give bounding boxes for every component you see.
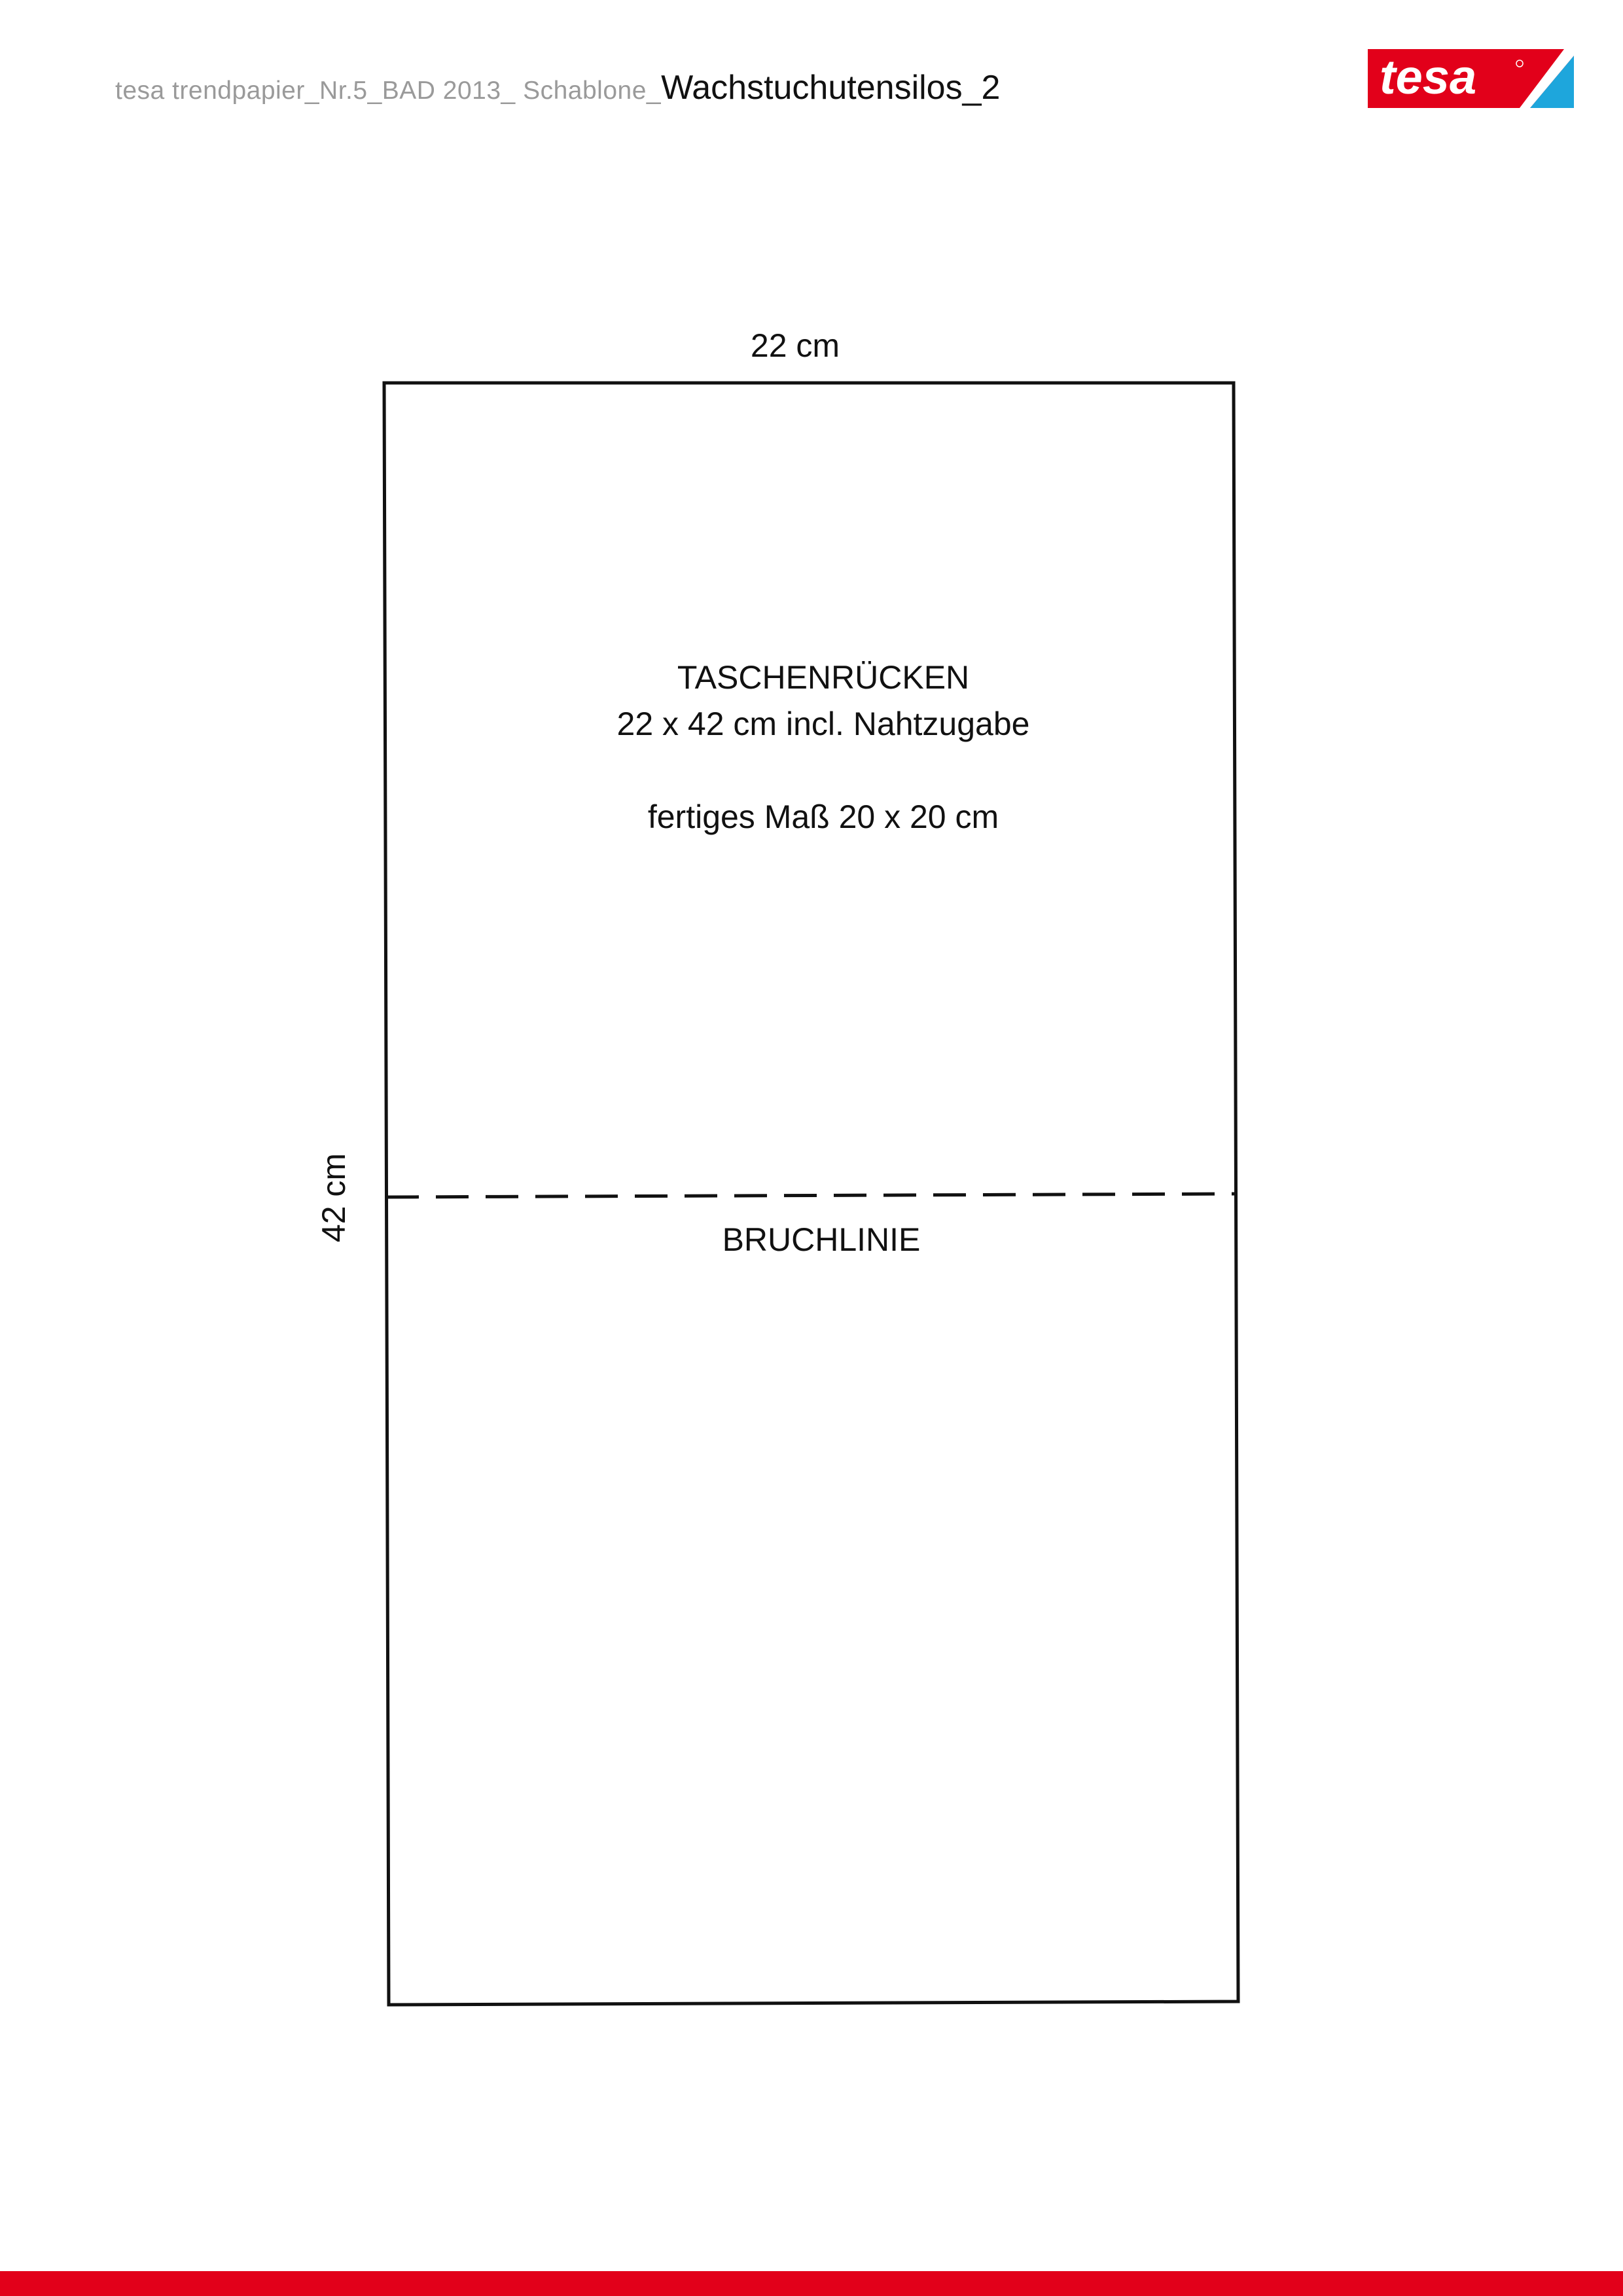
fold-line-label: BRUCHLINIE [722, 1221, 921, 1258]
piece-title: TASCHENRÜCKEN [677, 659, 970, 696]
height-dimension-label: 42 cm [315, 1153, 352, 1243]
footer-accent-bar [0, 2271, 1623, 2296]
header-prefix: tesa trendpapier_Nr.5_BAD 2013_ Schablone_ [115, 77, 662, 105]
logo-wordmark: tesa [1380, 50, 1477, 104]
fold-line [386, 1194, 1236, 1197]
width-dimension-label: 22 cm [750, 327, 840, 364]
piece-size: 22 x 42 cm incl. Nahtzugabe [616, 706, 1030, 742]
header-title: Wachstuchutensilos_2 [661, 69, 1001, 107]
finished-size: fertiges Maß 20 x 20 cm [647, 798, 999, 835]
